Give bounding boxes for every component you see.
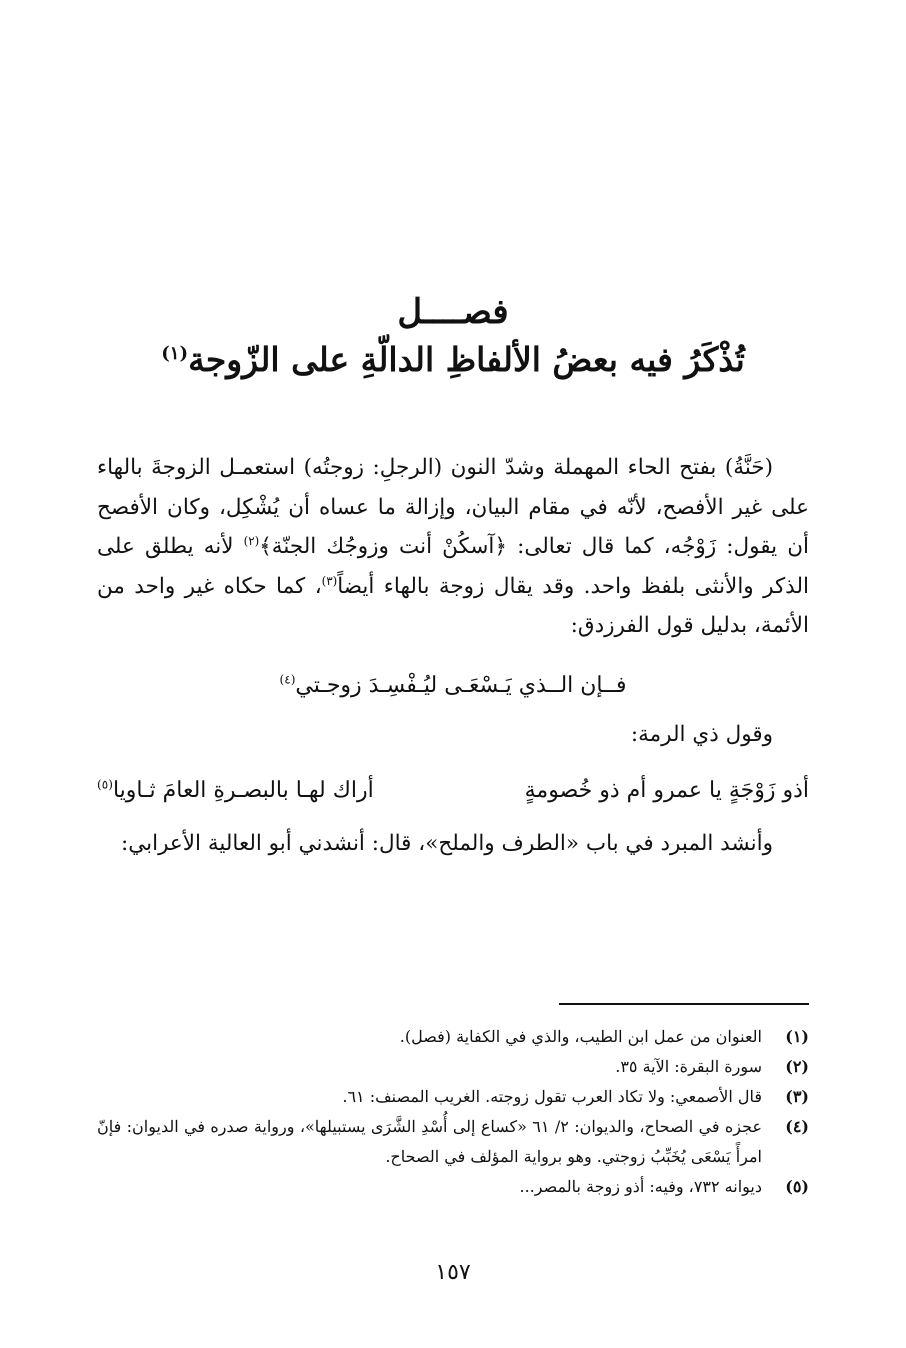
footnote-ref-1: (١) bbox=[161, 343, 189, 364]
chapter-subtitle bbox=[0, 336, 906, 384]
footnote-text: ديوانه ٧٣٢، وفيه: أذو زوجة بالمصر... bbox=[519, 1177, 762, 1196]
verse-second-text: أراك لهـا بالبصـرةِ العامَ ثـاويا bbox=[112, 777, 374, 803]
paragraph-1-text: (حَنَّةُ) بفتح الحاء المهملة وشدّ النون (الرجلِ: زوجتُه) استعمـل الزوجةَ بالهاء على غير الأفصح، لأنّه في مقام البيان، وإزالة ما عساه أن يُشْكِل، وكان الأفصح أن يقول: زَوْجُه، كما قال تعالى: ﴿آسكُنْ أنت وزوجُك الجنّة﴾ bbox=[97, 455, 809, 559]
verse-second-hemistich bbox=[97, 771, 374, 811]
footnotes bbox=[97, 1022, 809, 1202]
footnote-item bbox=[97, 1022, 809, 1052]
footnote-separator bbox=[559, 1003, 809, 1005]
footnote-text: سورة البقرة: الآية ٣٥. bbox=[615, 1057, 762, 1076]
paragraph-1-end: ، كما حكاه غير واحد من الأئمة، بدليل قول الفرزدق: bbox=[97, 573, 809, 638]
footnote-ref-2: (٢) bbox=[243, 533, 260, 548]
poem-line-text: فــإن الــذي يَـسْعَـى ليُـفْسِـدَ زوجـتي bbox=[295, 672, 627, 698]
subtitle-text: تُذْكَرُ فيه بعضُ الألفاظِ الدالّةِ على الزّوجة bbox=[188, 340, 745, 379]
footnote-item bbox=[97, 1172, 809, 1202]
chapter-heading bbox=[0, 290, 906, 384]
footnote-number: (١) bbox=[785, 1027, 809, 1046]
paragraph-1-continued: لأنه يطلق على الذكر والأنثى بلفظ واحد. وقد يقال زوجة بالهاء أيضاً bbox=[97, 534, 809, 599]
footnote-text: قال الأصمعي: ولا تكاد العرب تقول زوجته. الغريب المصنف: ٦١. bbox=[342, 1087, 762, 1106]
footnote-ref-4: (٤) bbox=[279, 672, 296, 687]
section-title: فصــــل bbox=[397, 292, 509, 332]
footnote-ref-5: (٥) bbox=[97, 777, 113, 792]
footnote-item bbox=[97, 1052, 809, 1082]
footnote-ref-3: (٣) bbox=[321, 573, 338, 588]
footnote-item bbox=[97, 1112, 809, 1172]
verse-dhu-al-rumma bbox=[97, 771, 809, 811]
footnote-number: (٥) bbox=[785, 1177, 809, 1196]
footnote-item bbox=[97, 1082, 809, 1112]
main-text bbox=[97, 448, 809, 864]
verse-first-hemistich: أذو زَوْجَةٍ يا عمرو أم ذو خُصومةٍ bbox=[524, 777, 809, 803]
footnote-text: العنوان من عمل ابن الطيب، والذي في الكفاية (فصل). bbox=[399, 1027, 762, 1046]
footnote-text: عجزه في الصحاح، والديوان: ٢/ ٦١ «كساع إلى أُسْدِ الشَّرَى يستبيلها»، ورواية صدره في الديوان: فإنّ امرأً يَسْعَى يُخَبِّبُ زوجتي. وهو برواية المؤلف في الصحاح. bbox=[97, 1117, 762, 1166]
paragraph-2: وقول ذي الرمة: bbox=[630, 722, 773, 747]
footnote-number: (٢) bbox=[785, 1057, 809, 1076]
footnote-number: (٣) bbox=[785, 1087, 809, 1106]
footnote-number: (٤) bbox=[785, 1117, 809, 1136]
paragraph-1 bbox=[97, 448, 809, 646]
page-number: ١٥٧ bbox=[435, 1260, 471, 1285]
paragraph-3: وأنشد المبرد في باب «الطرف والملح»، قال: أنشدني أبو العالية الأعرابي: bbox=[120, 831, 773, 856]
poem-line-farazdaq bbox=[97, 666, 809, 706]
